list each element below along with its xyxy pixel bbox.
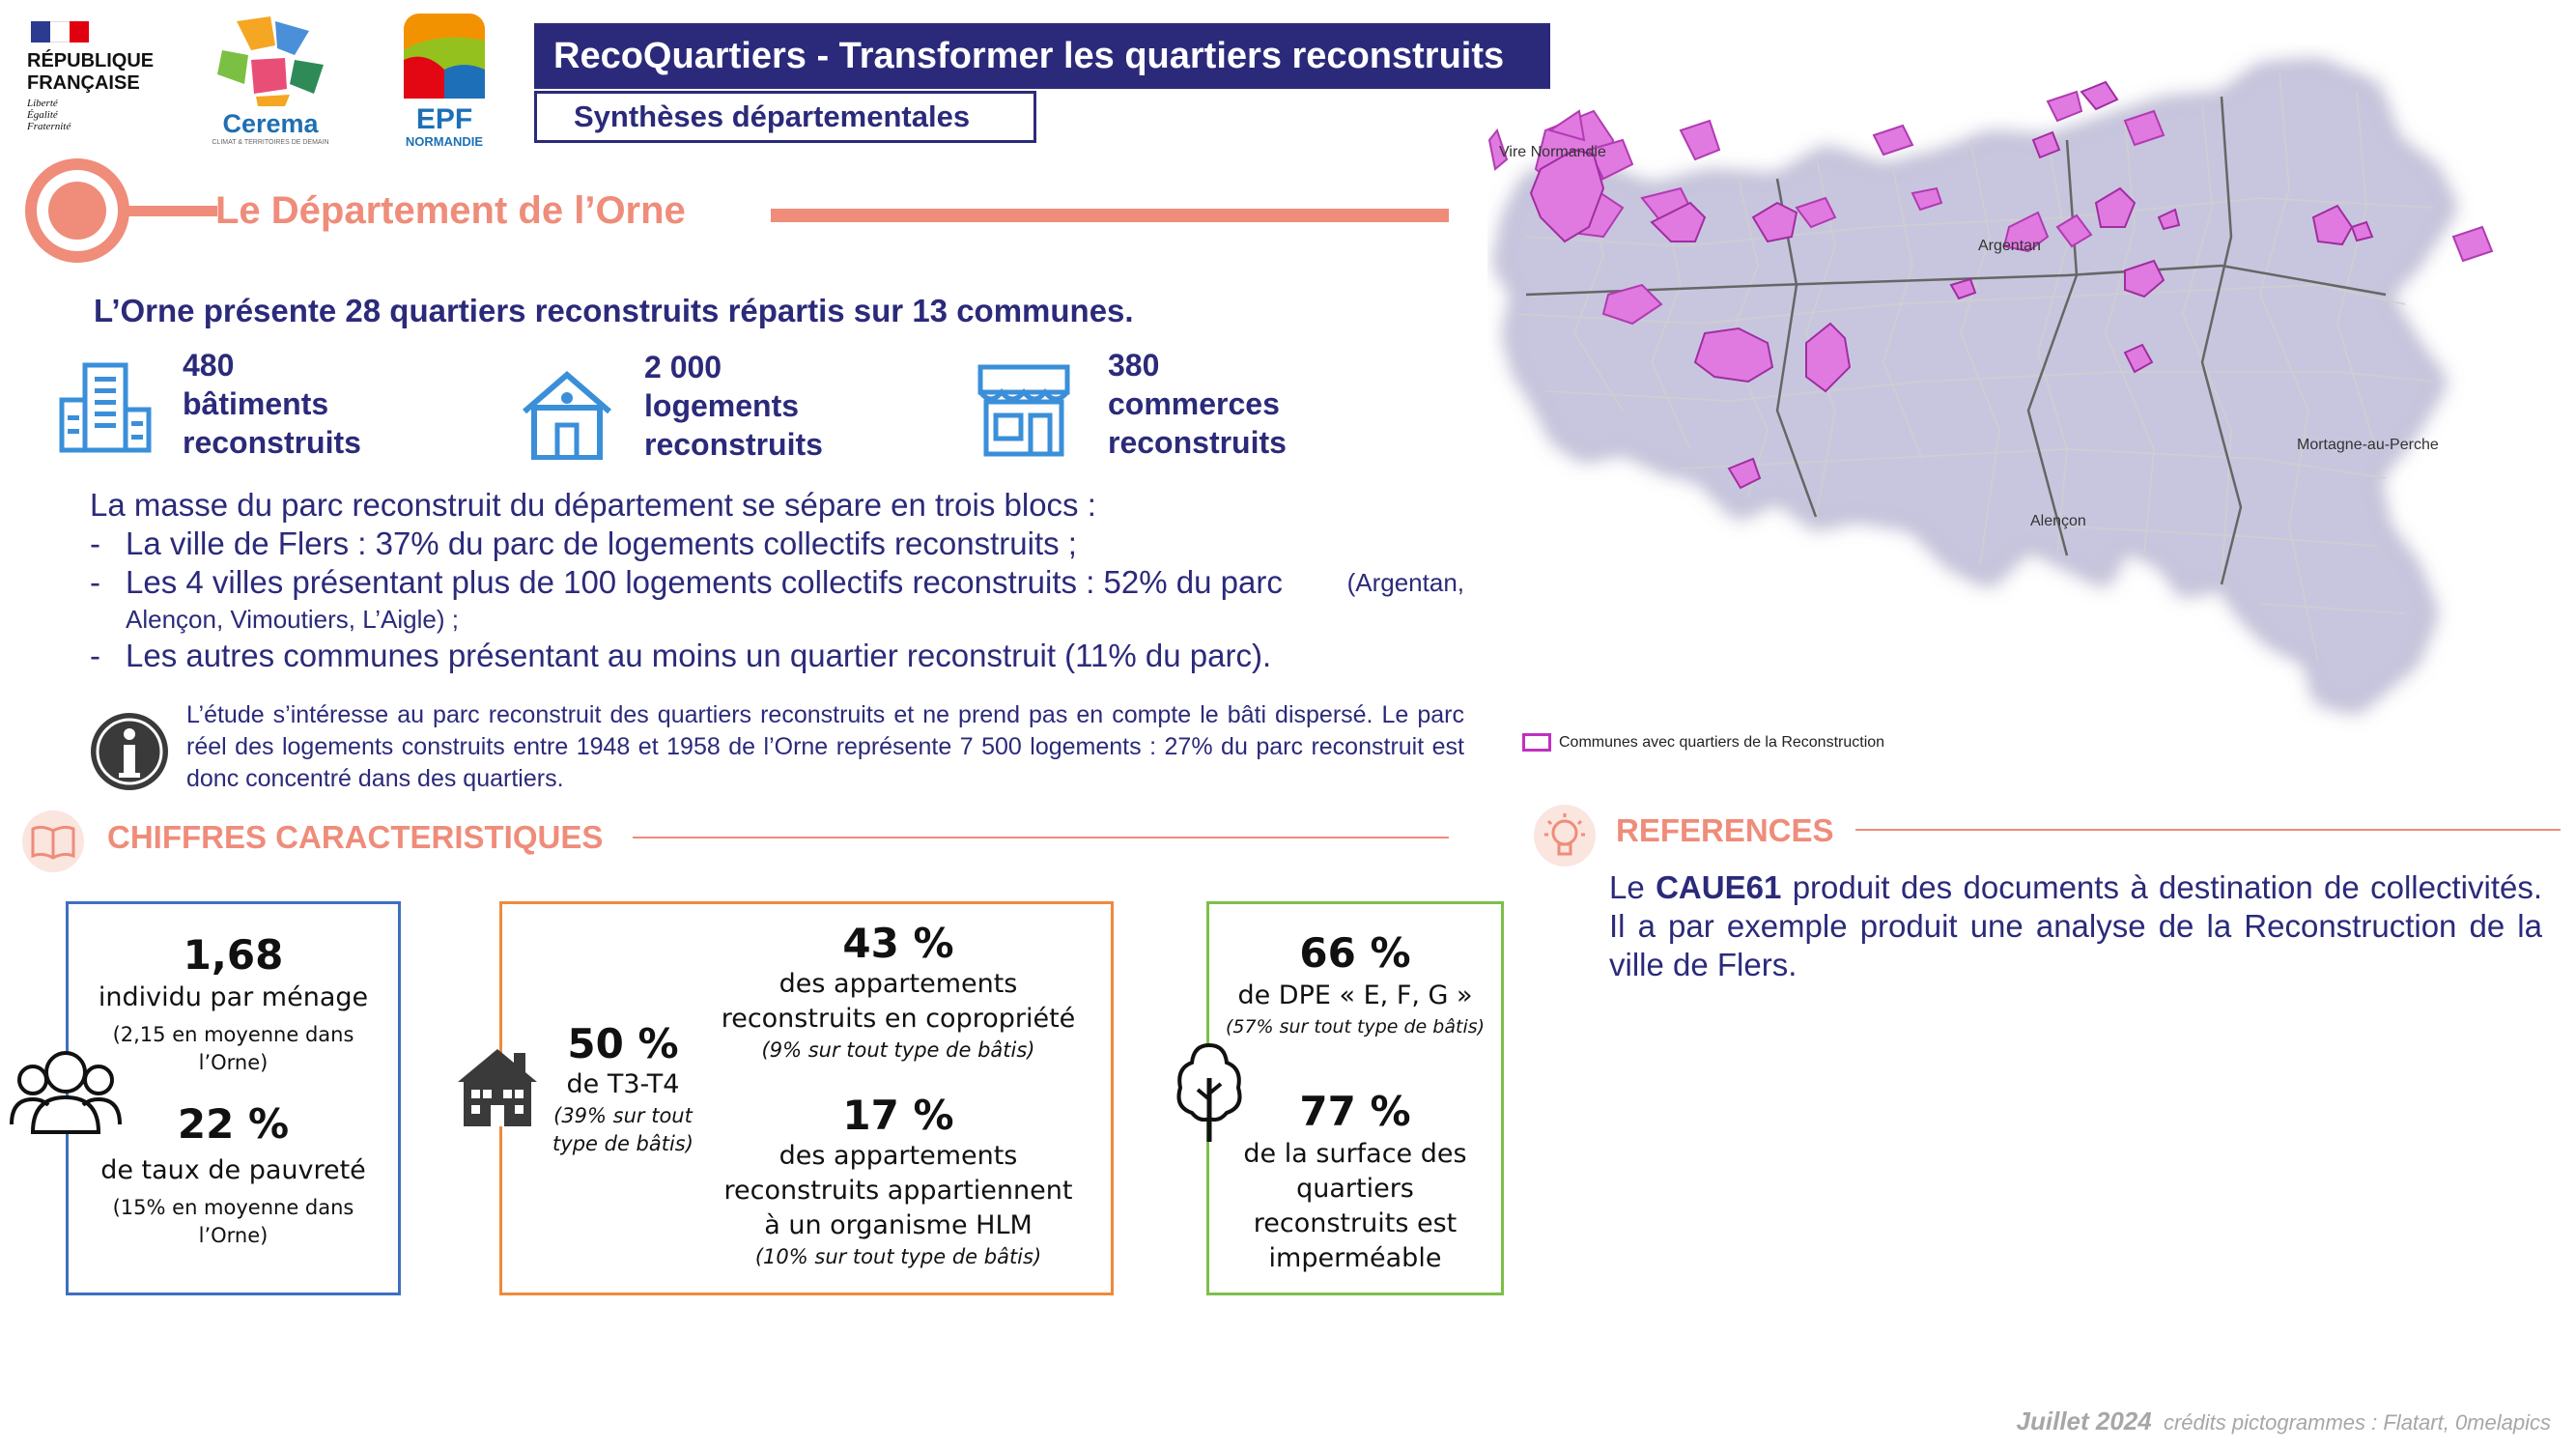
cerema-logo xyxy=(198,12,343,147)
legend-swatch xyxy=(1522,733,1551,752)
stat-note: (39% sur tout xyxy=(553,1104,693,1127)
stat-label: reconstruits est xyxy=(1253,1208,1458,1238)
cerema-tagline: CLIMAT & TERRITOIRES DE DEMAIN xyxy=(212,139,329,146)
ref-org-link[interactable]: CAUE61 xyxy=(1656,869,1782,905)
house-dark-icon xyxy=(454,1043,541,1130)
blocks-intro: La masse du parc reconstruit du département se sépare en trois blocs : xyxy=(90,487,1096,523)
stat-value: 480 xyxy=(183,348,235,383)
map-label-mortagne: Mortagne-au-Perche xyxy=(2297,437,2439,453)
stat-value: 2 000 xyxy=(644,350,722,384)
stat-line2: reconstruits xyxy=(644,427,823,462)
stat-note: type de bâtis) xyxy=(552,1132,694,1155)
footer xyxy=(2017,1406,2551,1436)
tree-icon xyxy=(1171,1039,1248,1146)
bullet: - xyxy=(90,564,100,600)
stat-label: quartiers xyxy=(1296,1174,1414,1204)
people-icon xyxy=(8,1043,124,1140)
info-text: L’étude s’intéresse au parc reconstruit des quartiers reconstruits et ne prend pas en compte le bâti dispersé. Le parc réel des logements construits entre 1948 et 1958 de l’Orne représente 7 500 logements : 27% du parc reconstruit est donc concentré dans des quartiers. xyxy=(186,701,1464,792)
list-item-text xyxy=(126,563,1464,637)
section-title: Le Département de l’Orne xyxy=(215,189,686,232)
info-icon xyxy=(87,709,172,794)
stat-label: de taux de pauvreté xyxy=(100,1155,366,1185)
stat-label: des appartements xyxy=(778,969,1018,999)
footer-date: Juillet 2024 xyxy=(2016,1406,2152,1435)
stat-note: (15% en moyenne dans xyxy=(112,1196,354,1219)
references-title: REFERENCES xyxy=(1616,812,1834,848)
epf-name: EPF xyxy=(415,103,473,135)
list-item-text: Les autres communes présentant au moins un quartier reconstruit (11% du parc). xyxy=(126,638,1272,673)
map-label-vire: Vire Normandie xyxy=(1499,144,1606,160)
stat-buildings xyxy=(183,346,361,462)
lightbulb-icon xyxy=(1531,802,1599,869)
house-icon xyxy=(519,369,615,460)
stat-label: de la surface des xyxy=(1243,1139,1467,1169)
list-item-small: (Argentan, xyxy=(1346,568,1464,597)
list-item xyxy=(90,525,1464,563)
page-title: RecoQuartiers - Transformer les quartiers reconstruits xyxy=(534,23,1550,89)
intro-text: L’Orne présente 28 quartiers reconstruits répartis sur 13 communes. xyxy=(94,293,1134,328)
stat-housing xyxy=(644,348,823,464)
buildings-icon xyxy=(56,359,155,456)
stat-label: reconstruits en copropriété xyxy=(721,1004,1076,1034)
stat-note: (2,15 en moyenne dans xyxy=(112,1023,354,1046)
map-label-argentan: Argentan xyxy=(1978,238,2041,254)
chiffres-title: CHIFFRES CARACTERISTIQUES xyxy=(107,819,604,855)
stat-value: 1,68 xyxy=(183,931,284,979)
legend-label: Communes avec quartiers de la Reconstruction xyxy=(1559,733,1885,751)
ref-body: produit des documents à destination de collectivités. Il a par exemple produit une analyse de la Reconstruction de la ville de Flers. xyxy=(1609,869,2543,982)
epf-sub: NORMANDIE xyxy=(405,134,484,149)
republique-francaise-logo xyxy=(27,21,211,142)
references-rule xyxy=(1855,829,2561,831)
stat-hlm xyxy=(695,1092,1101,1271)
stat-line1: commerces xyxy=(1108,386,1280,421)
card-environment xyxy=(1206,901,1504,1295)
list-item xyxy=(90,563,1464,637)
stat-copro xyxy=(695,920,1101,1065)
epf-normandie-logo xyxy=(377,12,512,147)
stat-shops xyxy=(1108,346,1287,462)
list-item xyxy=(90,637,1464,675)
book-icon xyxy=(19,808,87,875)
stat-value: 66 % xyxy=(1299,929,1411,977)
stat-label: à un organisme HLM xyxy=(764,1210,1033,1240)
stat-label: individu par ménage xyxy=(98,982,369,1012)
map-legend xyxy=(1522,733,1884,752)
stat-value: 77 % xyxy=(1299,1088,1411,1135)
stat-label: reconstruits appartiennent xyxy=(723,1176,1073,1206)
stat-label: imperméable xyxy=(1268,1243,1442,1273)
map-label-alencon: Alençon xyxy=(2030,513,2086,529)
section-title-rule xyxy=(771,209,1449,222)
shop-icon xyxy=(977,363,1071,458)
cerema-name: Cerema xyxy=(222,109,319,138)
stat-line1: bâtiments xyxy=(183,386,329,421)
stat-value: 380 xyxy=(1108,348,1160,383)
stat-label: de DPE « E, F, G » xyxy=(1237,980,1473,1010)
list-item-text: La ville de Flers : 37% du parc de logements collectifs reconstruits ; xyxy=(126,526,1077,561)
marianne-motto: Liberté Égalité Fraternité xyxy=(27,98,71,132)
stat-value: 22 % xyxy=(177,1100,290,1148)
ref-pre: Le xyxy=(1609,869,1645,905)
orne-map xyxy=(1487,43,2550,768)
epf-logo-icon xyxy=(396,12,493,100)
stat-value: 17 % xyxy=(842,1092,954,1139)
stat-note: (10% sur tout type de bâtis) xyxy=(754,1245,1042,1268)
stat-note: (57% sur tout type de bâtis) xyxy=(1225,1016,1486,1037)
stat-note: l’Orne) xyxy=(198,1051,269,1074)
marianne-text: RÉPUBLIQUE FRANÇAISE xyxy=(27,50,155,94)
stat-t3t4 xyxy=(541,1020,705,1158)
stat-label: des appartements xyxy=(778,1141,1018,1171)
stat-line1: logements xyxy=(644,388,800,423)
bullet: - xyxy=(90,638,100,673)
map-svg xyxy=(1487,43,2550,768)
list-item-small: Alençon, Vimoutiers, L’Aigle) ; xyxy=(126,605,459,634)
stat-value: 50 % xyxy=(567,1020,679,1067)
stat-line2: reconstruits xyxy=(1108,425,1287,460)
bullet: - xyxy=(90,526,100,561)
list-item-main: Les 4 villes présentant plus de 100 logements collectifs reconstruits : 52% du parc xyxy=(126,564,1283,600)
blocks-list xyxy=(90,486,1464,675)
stat-note: l’Orne) xyxy=(198,1224,269,1247)
stat-value: 43 % xyxy=(842,920,954,967)
references-text xyxy=(1609,868,2542,984)
chiffres-rule xyxy=(633,837,1449,838)
stat-line2: reconstruits xyxy=(183,425,361,460)
stat-note: (9% sur tout type de bâtis) xyxy=(761,1038,1035,1062)
page-subtitle: Synthèses départementales xyxy=(534,91,1036,143)
cerema-logo-icon xyxy=(198,12,343,108)
section-marker-icon xyxy=(19,153,241,269)
stat-label: de T3-T4 xyxy=(566,1069,680,1099)
footer-credits: crédits pictogrammes : Flatart, 0melapics xyxy=(2163,1410,2551,1435)
card-housing xyxy=(499,901,1114,1295)
